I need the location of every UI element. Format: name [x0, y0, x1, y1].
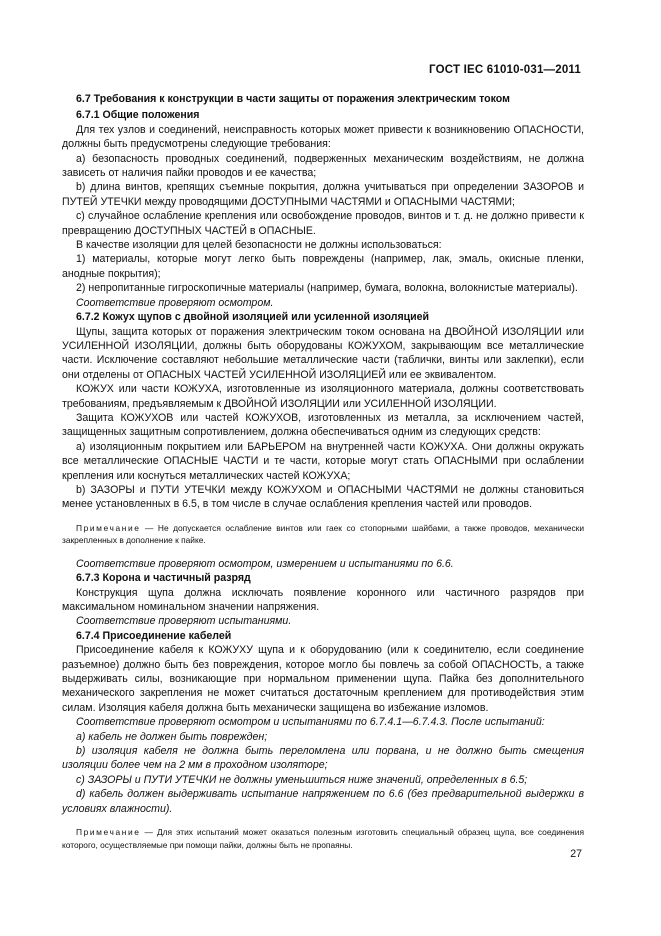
- paragraph: Щупы, защита которых от поражения электрическим током основана на ДВОЙНОЙ ИЗОЛЯЦИИ или УСИЛЕННОЙ ИЗОЛЯЦИИ, должны быть оборудованы КОЖУХОМ, закрывающим все металлические части. Исключение составляют небольшие металлические части (таблички, винты или заклепки), если они отделены от ОПАСНЫХ ЧАСТЕЙ УСИЛЕННОЙ ИЗОЛЯЦИЕЙ или ее эквивалентом.: [62, 325, 584, 381]
- paragraph: Защита КОЖУХОВ или частей КОЖУХОВ, изготовленных из металла, за исключением частей, защищенных защитным сопротивлением, должна обеспечиваться одним из следующих средств:: [62, 411, 584, 439]
- paragraph: КОЖУХ или части КОЖУХА, изготовленные из изоляционного материала, должны соответствовать требованиям, предъявляемым к ДВОЙНОЙ ИЗОЛЯЦИИ или УСИЛЕННОЙ ИЗОЛЯЦИИ.: [62, 383, 584, 410]
- list-item: d) кабель должен выдерживать испытание напряжением по 6.6 (без предварительной выдержки в условиях влажности).: [62, 788, 584, 815]
- list-item: a) кабель не должен быть поврежден;: [76, 730, 268, 743]
- paragraph: Для тех узлов и соединений, неисправность которых может привести к возникновению ОПАСНОСТИ, должны быть предусмотрены следующие требования:: [62, 123, 584, 151]
- note-label: Примечание: [76, 522, 141, 533]
- section-6-7-1-title: 6.7.1 Общие положения: [76, 109, 200, 122]
- note: [62, 826, 584, 851]
- paragraph: Присоединение кабеля к КОЖУХУ щупа и к оборудованию (или к соединителю, если соединение разъемное) должно быть без повреждения, которое могло бы повлечь за собой ОПАСНОСТЬ, а также выдерживать силы, возникающие при нормальном применении щупа. Пайка без дополнительного механического закрепления не может считаться достаточным креплением для противодействия этим силам. Изоляция кабеля должна быть механически защищена во избежание изломов.: [62, 644, 584, 714]
- compliance-check: Соответствие проверяют осмотром.: [76, 296, 274, 309]
- compliance-check: Соответствие проверяют испытаниями.: [76, 615, 292, 628]
- section-6-7-3-title: 6.7.3 Корона и частичный разряд: [76, 572, 251, 585]
- note-text: — Не допускается ослабление винтов или гаек со стопорными шайбами, а также проводов, механически закрепленных в дополнение к пайке.: [62, 522, 584, 546]
- list-item: 2) непропитанные гигроскопичные материалы (например, бумага, волокна, волокнистые материалы).: [76, 282, 578, 295]
- list-item: b) изоляция кабеля не должна быть переломлена или порвана, и не должно быть смещения изоляции более чем на 2 мм в проходном изоляторе;: [62, 745, 584, 772]
- paragraph: В качестве изоляции для целей безопасности не должны использоваться:: [76, 239, 442, 252]
- note: [62, 522, 584, 547]
- list-item: 1) материалы, которые могут легко быть повреждены (например, лак, эмаль, окисные пленки, анодные покрытия);: [62, 253, 584, 280]
- compliance-check: Соответствие проверяют осмотром, измерением и испытаниями по 6.6.: [76, 557, 454, 570]
- list-item: b) ЗАЗОРЫ и ПУТИ УТЕЧКИ между КОЖУХОМ и ОПАСНЫМИ ЧАСТЯМИ не должны становиться менее установленных в 6.5, в том числе в случае ослабления крепления частей или проводов.: [62, 483, 584, 511]
- list-item: a) изоляционным покрытием или БАРЬЕРОМ на внутренней части КОЖУХА. Они должны окружать все металлические ОПАСНЫЕ ЧАСТИ и те части, которые могут стать ОПАСНЫМИ при ослаблении крепления или коснуться металлических частей КОЖУХА;: [62, 440, 584, 482]
- list-item: c) ЗАЗОРЫ и ПУТИ УТЕЧКИ не должны уменьшиться ниже значений, определенных в 6.5;: [76, 773, 528, 786]
- list-item: b) длина винтов, крепящих съемные покрытия, должна учитываться при определении ЗАЗОРОВ и ПУТЕЙ УТЕЧКИ между проводящими ДОСТУПНЫМИ ЧАСТЯМИ и ОПАСНЫМИ ЧАСТЯМИ;: [62, 181, 584, 208]
- note-label: Примечание: [76, 827, 141, 838]
- page-number: 27: [570, 848, 582, 860]
- paragraph: Конструкция щупа должна исключать появление коронного или частичного разрядов при максимальном номинальном значении напряжения.: [62, 586, 584, 613]
- page-body: [62, 92, 584, 851]
- compliance-check: Соответствие проверяют осмотром и испытаниями по 6.7.4.1—6.7.4.3. После испытаний:: [76, 716, 545, 729]
- note-text: — Для этих испытаний может оказаться полезным изготовить специальный образец щупа, все соединения которого, осуществляемые при помощи пайки, должны быть не пропаяны.: [62, 827, 584, 850]
- section-6-7-4-title: 6.7.4 Присоединение кабелей: [76, 629, 232, 642]
- list-item: c) случайное ослабление крепления или освобождение проводов, винтов и т. д. не должно привести к превращению ДОСТУПНЫХ ЧАСТЕЙ в ОПАСНЫЕ.: [62, 210, 584, 237]
- section-6-7-2-title: 6.7.2 Кожух щупов с двойной изоляцией или усиленной изоляцией: [76, 311, 430, 324]
- section-6-7-title: 6.7 Требования к конструкции в части защиты от поражения электрическим током: [76, 93, 510, 105]
- list-item: a) безопасность проводных соединений, подверженных механическим воздействиям, не должна зависеть от наличия пайки проводов и ее качества;: [62, 152, 584, 180]
- document-header: ГОСТ IEC 61010-031—2011: [429, 64, 581, 76]
